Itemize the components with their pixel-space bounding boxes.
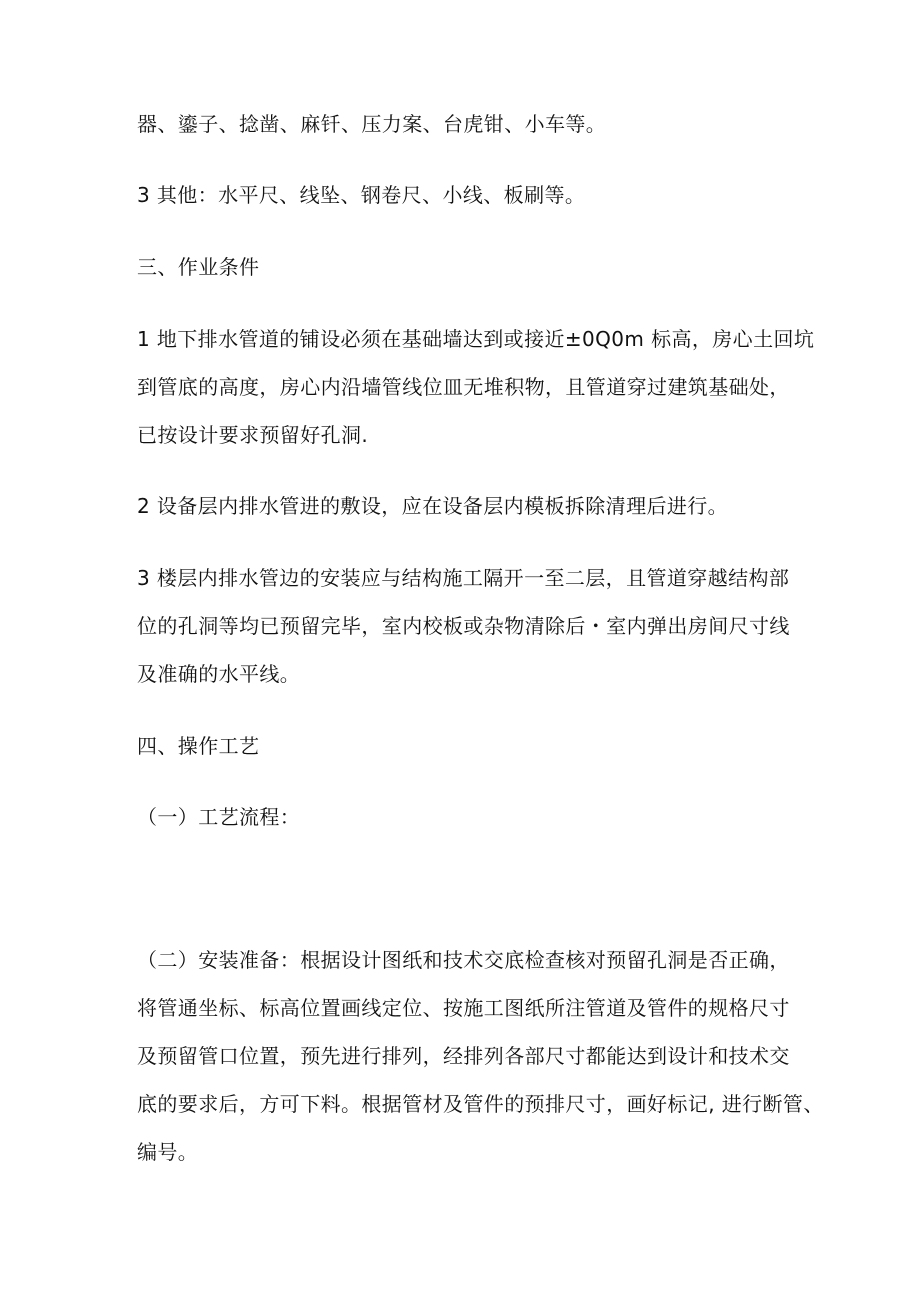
installation-prep-line-5: 编号。 — [137, 1140, 199, 1164]
condition-3-line-3: 及准确的水平线。 — [137, 662, 301, 686]
installation-prep-line-1: （二）安装准备：根据设计图纸和技术交底检查核对预留孔洞是否正确， — [137, 948, 790, 972]
condition-1-line-3: 已按设计要求预留好孔洞. — [137, 423, 369, 447]
installation-prep-line-3: 及预留管口位置，预先进行排列，经排列各部尺寸都能达到设计和技术交 — [137, 1044, 790, 1068]
section-heading-operation-process: 四、操作工艺 — [137, 734, 260, 758]
tools-list-continued: 器、鎏子、捻凿、麻钎、压力案、台虎钳、小车等。 — [137, 112, 607, 136]
installation-prep-line-2: 将管通坐标、标高位置画线定位、按施工图纸所注管道及管件的规格尺寸 — [137, 996, 790, 1020]
other-tools-item: 3 其他：水平尺、线坠、钢卷尺、小线、板刷等。 — [137, 183, 586, 207]
section-heading-work-conditions: 三、作业条件 — [137, 255, 260, 279]
condition-3-line-1: 3 楼层内排水管边的安装应与结构施工隔开一至二层，且管道穿越结构部 — [137, 566, 790, 590]
subsection-process-flow: （一）工艺流程： — [137, 805, 301, 829]
condition-1-line-1: 1 地下排水管道的铺设必须在基础墙达到或接近±0Q0m 标高，房心土回坑 — [137, 327, 815, 351]
installation-prep-line-4: 底的要求后，方可下料。根据管材及管件的预排尺寸，画好标记, 进行断管、 — [137, 1092, 824, 1116]
condition-3-line-2: 位的孔洞等均已预留完毕，室内校板或杂物清除后・室内弹出房间尺寸线 — [137, 614, 790, 638]
condition-1-line-2: 到管底的高度，房心内沿墙管线位皿无堆积物，且管道穿过建筑基础处， — [137, 375, 790, 399]
condition-2: 2 设备层内排水管进的敷设，应在设备层内模板拆除清理后进行。 — [137, 494, 729, 518]
